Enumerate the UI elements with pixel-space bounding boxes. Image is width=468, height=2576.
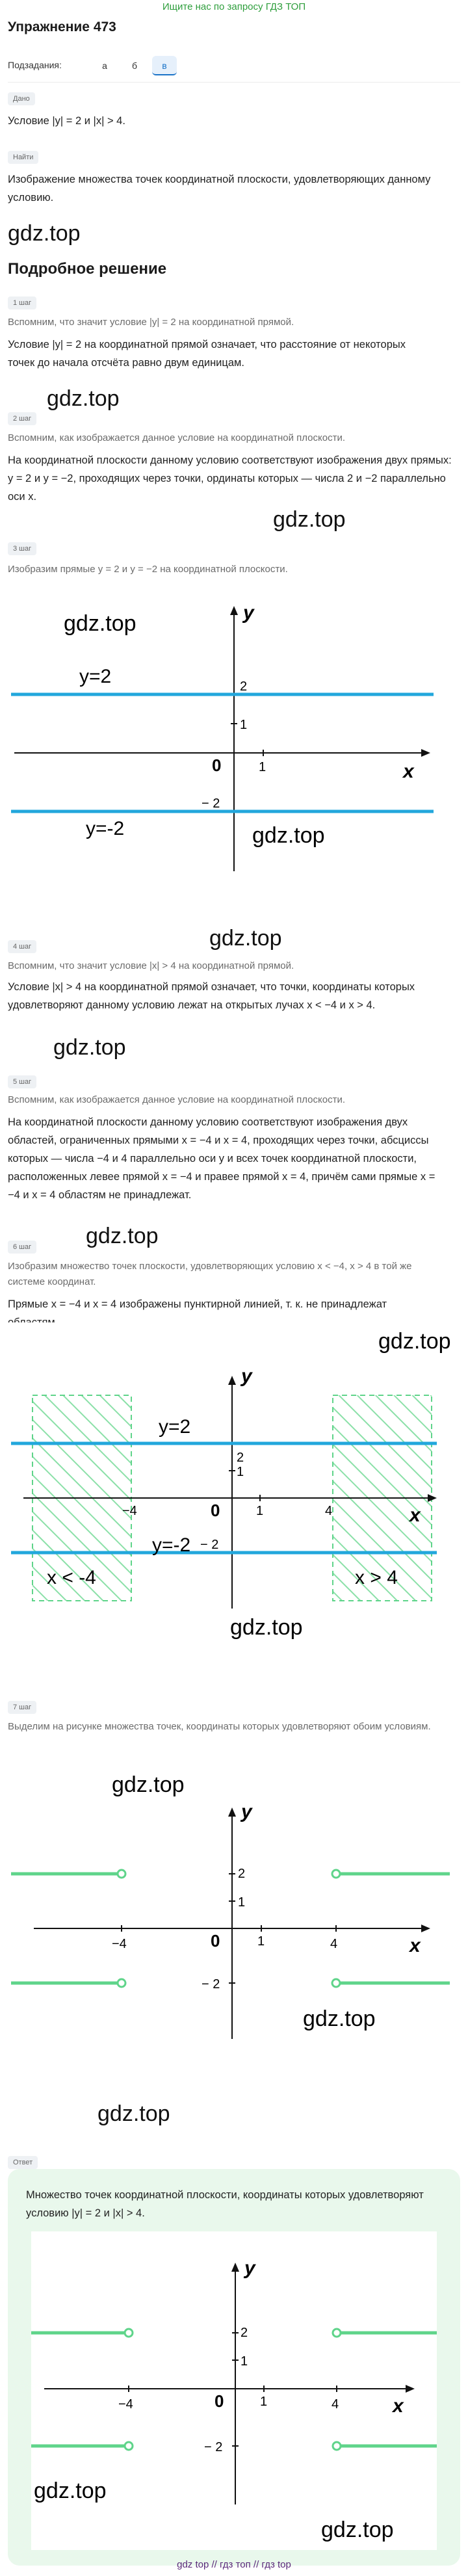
label-x1: 1 <box>256 1504 264 1518</box>
open-point-icon <box>332 1979 340 1987</box>
step-5-badge: 5 шаг <box>8 1075 36 1088</box>
open-point-icon <box>125 2329 133 2337</box>
step-4-note: Вспомним, что значит условие |x| > 4 на координатной прямой. <box>8 960 294 971</box>
x-label: x <box>393 2395 404 2417</box>
step-4-text: Условие |x| > 4 на координатной прямой означает, что точки, координаты которых удовлетворяют данному условию лежат на открытых лучах x < −4 и x > 4. <box>8 981 415 1011</box>
step-5-text: На координатной плоскости данному условию соответствуют изображения двух областей, ограниченных прямыми x = −4 и x = 4, проходящих через точки, абсциссы которых — числа −4 и 4 параллельно оси y и всех точек координатной плоскости, расположенных левее прямой x = −4 и правее прямой x = 4, причём сами прямые x = −4 и x = 4 областям не принадлежат. <box>8 1116 436 1201</box>
step-5-note: Вспомним, как изображается данное условие на координатной плоскости. <box>8 1094 345 1105</box>
watermark: gdz.top <box>98 2101 170 2126</box>
x-label: x <box>403 761 414 782</box>
watermark: gdz.top <box>8 221 81 246</box>
label-1: 1 <box>237 1465 244 1479</box>
label-2: 2 <box>240 2326 248 2340</box>
watermark: gdz.top <box>47 386 120 411</box>
solution-title: Подробное решение <box>8 260 167 278</box>
tab-subtask-v[interactable]: в <box>152 56 177 75</box>
line-label-bottom: y=-2 <box>152 1534 191 1556</box>
label-x1: 1 <box>257 1934 265 1949</box>
watermark: gdz.top <box>209 926 282 951</box>
tab-subtask-a[interactable]: а <box>102 60 107 71</box>
open-point-icon <box>125 2442 133 2450</box>
step-6-badge: 6 шаг <box>8 1241 36 1254</box>
step-1-note: Вспомним, что значит условие |y| = 2 на координатной прямой. <box>8 317 294 328</box>
label-minus-2: − 2 <box>202 1977 220 1991</box>
label-4: 4 <box>325 1504 333 1518</box>
step-6-text: Прямые x = −4 и x = 4 изображены пунктирной линией, т. к. не принадлежат <box>8 1298 387 1310</box>
region-label-left: x < -4 <box>47 1567 96 1588</box>
line-label-bottom: y=-2 <box>86 818 125 839</box>
region-label-right: x > 4 <box>355 1567 398 1588</box>
graph-regions <box>8 1322 460 1648</box>
find-badge: Найти <box>8 151 38 164</box>
label-x1: 1 <box>259 760 266 774</box>
origin-label: 0 <box>211 1931 220 1951</box>
origin-label: 0 <box>212 756 222 775</box>
watermark: gdz.top <box>112 1772 185 1797</box>
origin-label: 0 <box>211 1501 220 1520</box>
step-7-badge: 7 шаг <box>8 1701 36 1714</box>
line-label-top: y=2 <box>159 1416 191 1438</box>
step-7-note: Выделим на рисунке множества точек, координаты которых удовлетворяют обоим условиям. <box>8 1721 431 1732</box>
subtasks-row <box>8 56 242 75</box>
open-point-icon <box>118 1870 125 1878</box>
step-6-note: Изобразим множество точек плоскости, удовлетворяющих условию x < −4, x > 4 в той же системе координат. <box>8 1261 412 1287</box>
y-label: y <box>241 1365 252 1387</box>
step-1-badge: 1 шаг <box>8 296 36 309</box>
answer-badge: Ответ <box>8 2156 38 2169</box>
tab-subtask-b[interactable]: б <box>131 60 138 71</box>
y-label: y <box>243 602 254 624</box>
step-3-badge: 3 шаг <box>8 542 36 555</box>
answer-text: Множество точек координатной плоскости, координаты которых удовлетворяют условию |y| = 2 и |x| > 4. <box>26 2189 424 2219</box>
given-badge: Дано <box>8 92 35 105</box>
label-2: 2 <box>237 1451 244 1465</box>
step-4-badge: 4 шаг <box>8 940 36 953</box>
step-3-note: Изобразим прямые y = 2 и y = −2 на координатной плоскости. <box>8 564 288 575</box>
footer-links[interactable]: gdz top // гдз топ // гдз top <box>177 2559 291 2570</box>
watermark: gdz.top <box>34 2478 107 2503</box>
answer-card <box>8 2169 460 2566</box>
watermark: gdz.top <box>378 1329 451 1354</box>
x-label: x <box>410 1935 421 1956</box>
label-minus-4: −4 <box>122 1504 137 1518</box>
label-2: 2 <box>240 679 248 694</box>
label-minus-2: − 2 <box>204 2440 223 2454</box>
open-point-icon <box>333 2442 341 2450</box>
graph-answer <box>31 2231 437 2550</box>
watermark: gdz.top <box>64 611 136 636</box>
watermark: gdz.top <box>86 1224 159 1248</box>
find-text: Изображение множества точек координатной плоскости, удовлетворяющих данному условию. <box>8 174 431 204</box>
label-1: 1 <box>240 718 248 732</box>
label-2: 2 <box>238 1867 246 1881</box>
y-label: y <box>241 1801 252 1822</box>
watermark: gdz.top <box>53 1035 126 1060</box>
watermark: gdz.top <box>321 2517 394 2542</box>
y-label: y <box>244 2257 255 2279</box>
step-2-text: На координатной плоскости данному условию соответствуют изображения двух прямых: y = 2 и y = −2, проходящих через точки, ординаты которых — числа 2 и −2 параллельно оси x. <box>8 454 452 503</box>
divider <box>8 82 460 83</box>
origin-label: 0 <box>214 2391 224 2411</box>
label-minus-2: − 2 <box>200 1538 219 1552</box>
label-minus-2: − 2 <box>202 796 220 811</box>
open-point-icon <box>118 1979 125 1987</box>
label-minus-4: −4 <box>118 2397 133 2412</box>
open-point-icon <box>332 1870 340 1878</box>
top-banner[interactable]: Ищите нас по запросу ГДЗ ТОП <box>162 1 306 12</box>
graph-lines-y <box>8 585 460 897</box>
x-label: x <box>410 1505 421 1526</box>
step-1-text: Условие |y| = 2 на координатной прямой означает, что расстояние от некоторых точек до начала отсчёта равно двум единицам. <box>8 339 406 369</box>
graph-solution <box>8 1753 460 2058</box>
subtasks-label: Подзадания: <box>8 60 62 70</box>
watermark: gdz.top <box>303 2006 376 2031</box>
step-2-badge: 2 шаг <box>8 412 36 425</box>
watermark: gdz.top <box>273 507 346 532</box>
label-x1: 1 <box>260 2395 268 2409</box>
label-4: 4 <box>330 1937 338 1951</box>
open-point-icon <box>333 2329 341 2337</box>
label-1: 1 <box>238 1895 246 1910</box>
page-title: Упражнение 473 <box>8 20 116 34</box>
watermark: gdz.top <box>230 1615 303 1640</box>
label-minus-4: −4 <box>112 1937 127 1951</box>
watermark: gdz.top <box>252 823 325 848</box>
label-4: 4 <box>332 2397 339 2412</box>
given-text: Условие |y| = 2 и |x| > 4. <box>8 115 125 127</box>
line-label-top: y=2 <box>79 666 112 687</box>
step-2-note: Вспомним, как изображается данное условие на координатной плоскости. <box>8 432 345 443</box>
label-1: 1 <box>240 2354 248 2369</box>
